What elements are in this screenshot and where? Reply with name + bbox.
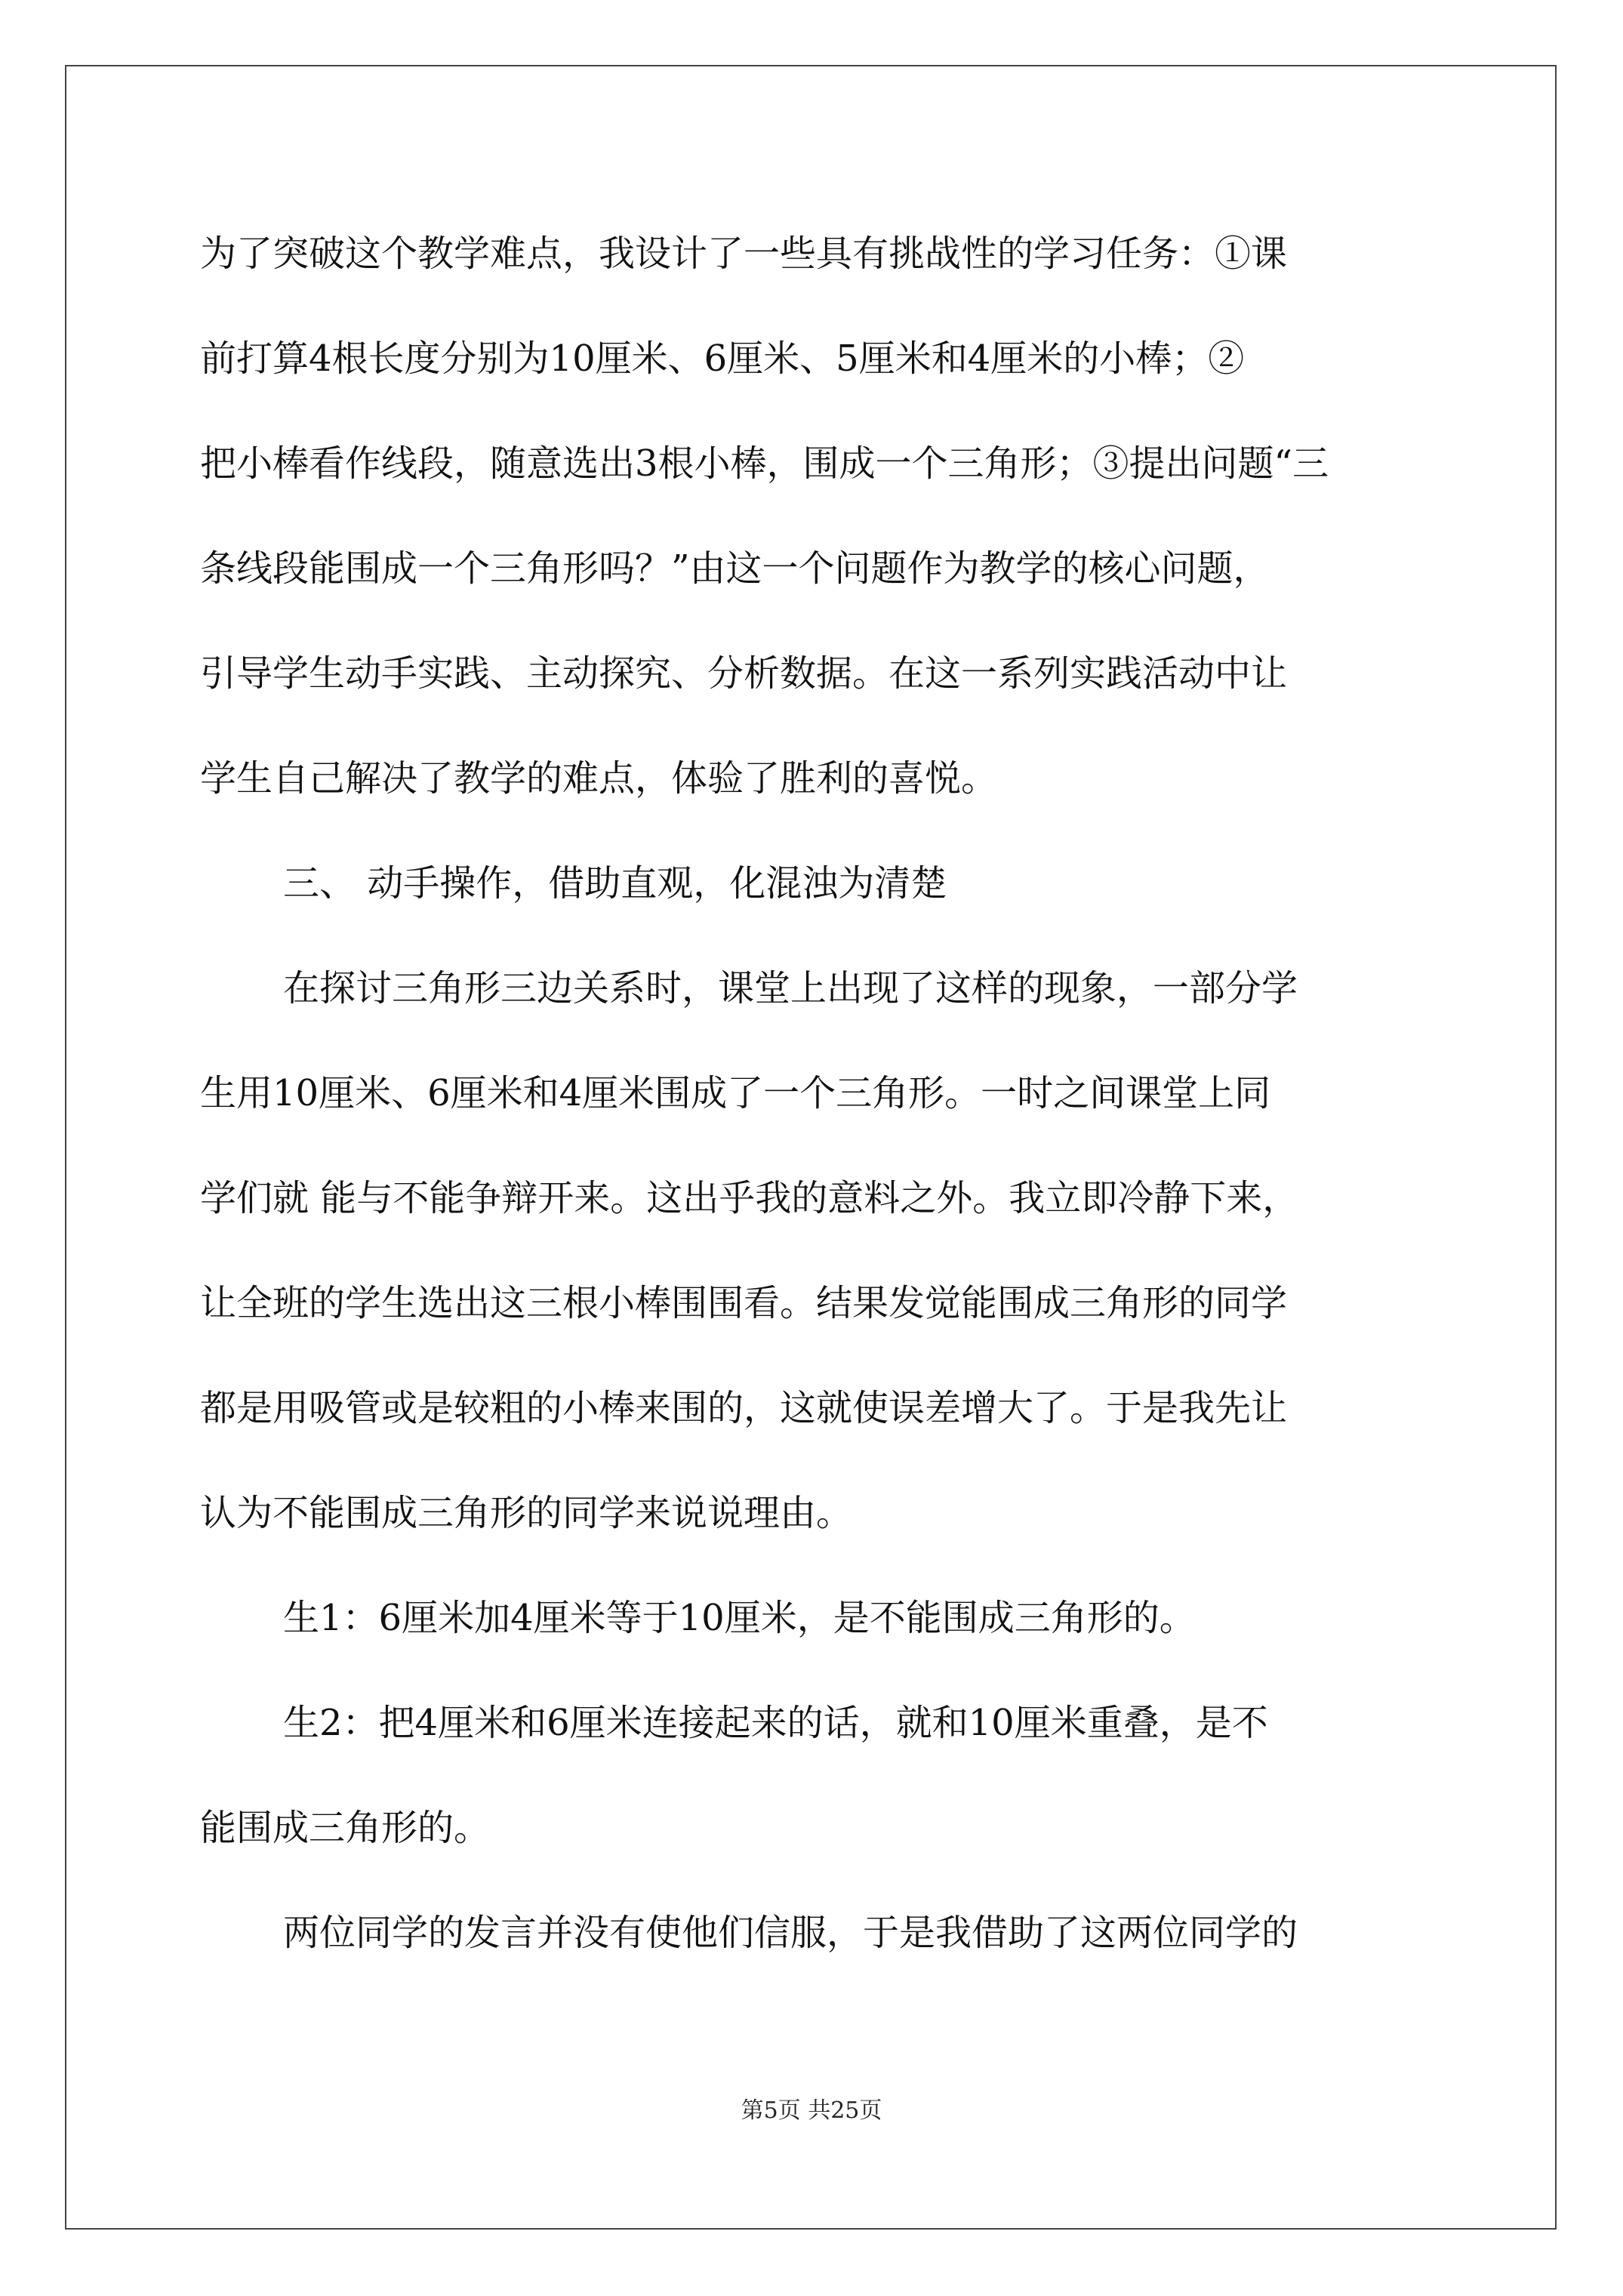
text-line: 都是用吸管或是较粗的小棒来围的，这就使误差增大了。于是我先让 xyxy=(200,1387,1288,1429)
text-line: 让全班的学生选出这三根小棒围围看。结果发觉能围成三角形的同学 xyxy=(200,1282,1288,1324)
text-line: 认为不能围成三角形的同学来说说理由。 xyxy=(200,1492,853,1534)
text-line: 条线段能围成一个三角形吗？”由这一个问题作为教学的核心问题， xyxy=(200,547,1270,590)
text-line: 学们就 能与不能争辩开来。这出乎我的意料之外。我立即冷静下来， xyxy=(200,1177,1299,1219)
text-line: 学生自己解决了教学的难点，体验了胜利的喜悦。 xyxy=(200,757,998,800)
document-body xyxy=(200,219,1438,2003)
text-line: 在探讨三角形三边关系时，课堂上出现了这样的现象，一部分学 xyxy=(283,967,1298,1009)
text-line: 生用10厘米、6厘米和4厘米围成了一个三角形。一时之间课堂上同 xyxy=(200,1072,1271,1114)
text-line: 两位同学的发言并没有使他们信服，于是我借助了这两位同学的 xyxy=(283,1912,1298,1954)
section-heading: 三、 动手操作，借助直观，化混浊为清楚 xyxy=(283,862,947,905)
page-number-footer: 第5页 共25页 xyxy=(741,2097,882,2124)
text-line: 前打算4根长度分别为10厘米、6厘米、5厘米和4厘米的小棒；② xyxy=(200,337,1245,380)
text-line: 引导学生动手实践、主动探究、分析数据。在这一系列实践活动中让 xyxy=(200,652,1288,695)
text-line: 生2：把4厘米和6厘米连接起来的话，就和10厘米重叠，是不 xyxy=(283,1702,1268,1744)
text-line: 能围成三角形的。 xyxy=(200,1807,491,1849)
text-line: 把小棒看作线段，随意选出3根小棒，围成一个三角形；③提出问题“三 xyxy=(200,442,1329,485)
text-line: 为了突破这个教学难点，我设计了一些具有挑战性的学习任务：①课 xyxy=(200,233,1288,275)
text-line: 生1：6厘米加4厘米等于10厘米，是不能围成三角形的。 xyxy=(283,1597,1196,1639)
